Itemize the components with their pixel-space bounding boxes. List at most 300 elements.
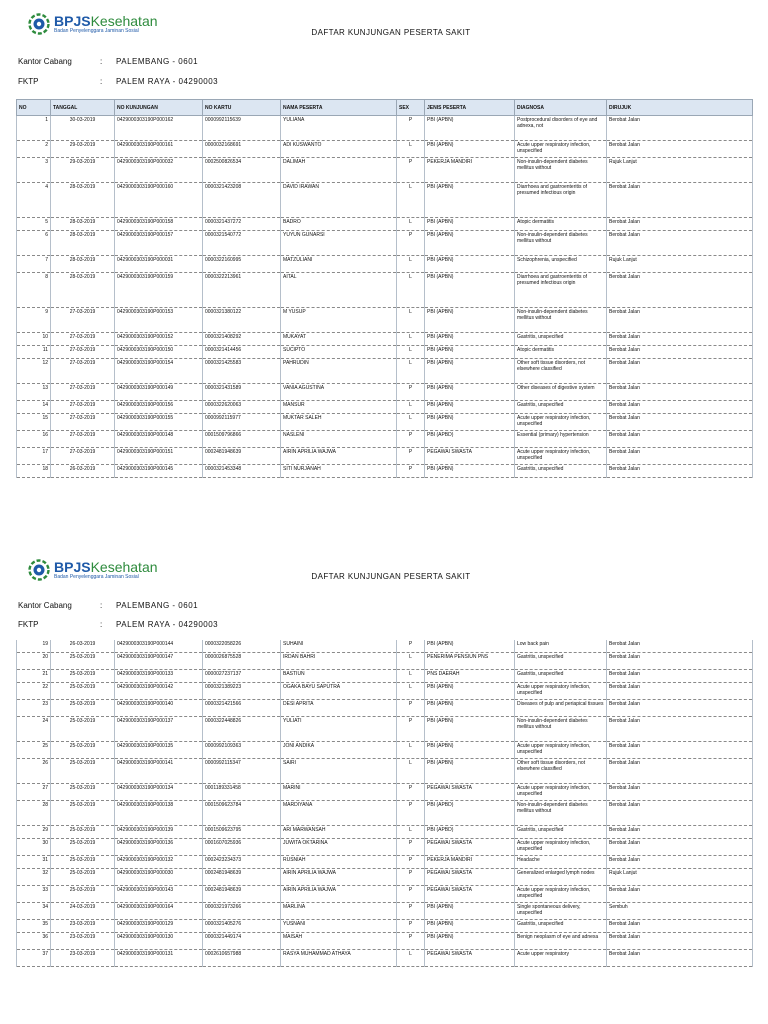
cell-tanggal: 25-03-2019: [51, 700, 115, 717]
cell-jenis-peserta: PBI (APBN): [425, 700, 515, 717]
fktp-value: PALEM RAYA - 04290003: [116, 77, 219, 86]
cell-nama-peserta: PAHRUDIN: [281, 359, 397, 384]
cell-sex: L: [397, 653, 425, 670]
cell-no: 16: [17, 431, 51, 448]
cell-no-kartu: 0000992115347: [203, 759, 281, 784]
cell-dirujuk: Berobat Jalan: [607, 886, 753, 903]
cell-jenis-peserta: PBI (APBN): [425, 683, 515, 700]
cell-sex: P: [397, 869, 425, 886]
cell-jenis-peserta: PBI (APBD): [425, 801, 515, 826]
cell-diagnosa: Acute upper respiratory infection, unspecified: [515, 742, 607, 759]
cell-diagnosa: Gastritis, unspecified: [515, 401, 607, 414]
cell-sex: P: [397, 801, 425, 826]
cell-sex: L: [397, 401, 425, 414]
cell-sex: L: [397, 826, 425, 839]
cell-diagnosa: Non-insulin-dependent diabetes mellitus without: [515, 308, 607, 333]
cell-no: 24: [17, 717, 51, 742]
cell-tanggal: 25-03-2019: [51, 886, 115, 903]
cell-no: 6: [17, 231, 51, 256]
cell-no: 13: [17, 384, 51, 401]
cell-no-kunjungan: 0429000303190P000164: [115, 903, 203, 920]
cell-tanggal: 27-03-2019: [51, 359, 115, 384]
cell-jenis-peserta: PBI (APBN): [425, 717, 515, 742]
cell-jenis-peserta: PEGAWAI SWASTA: [425, 784, 515, 801]
col-header-dirujuk: DIRUJUK: [607, 100, 753, 116]
cell-no-kartu: 0000026875528: [203, 653, 281, 670]
cell-no-kunjungan: 0429000303190P000160: [115, 183, 203, 218]
cell-no-kunjungan: 0429000303190P000143: [115, 886, 203, 903]
cell-diagnosa: Atopic dermatitis: [515, 218, 607, 231]
kantor-label: Kantor Cabang: [18, 57, 72, 66]
cell-no-kartu: 0000321437272: [203, 218, 281, 231]
cell-jenis-peserta: PBI (APBN): [425, 359, 515, 384]
cell-sex: L: [397, 759, 425, 784]
cell-no: 7: [17, 256, 51, 273]
cell-no: 9: [17, 308, 51, 333]
cell-sex: P: [397, 839, 425, 856]
kantor-row: [18, 601, 198, 610]
cell-tanggal: 23-03-2019: [51, 933, 115, 950]
cell-no: 32: [17, 869, 51, 886]
cell-no: 21: [17, 670, 51, 683]
cell-jenis-peserta: PEKERJA MANDIRI: [425, 856, 515, 869]
cell-no-kunjungan: 0429000303190P000154: [115, 359, 203, 384]
cell-sex: L: [397, 183, 425, 218]
cell-dirujuk: Sembuh: [607, 903, 753, 920]
table-row: [17, 231, 753, 256]
cell-dirujuk: Berobat Jalan: [607, 384, 753, 401]
cell-no-kunjungan: 0429000303190P000133: [115, 670, 203, 683]
cell-dirujuk: Berobat Jalan: [607, 933, 753, 950]
cell-no-kunjungan: 0429000303190P000153: [115, 308, 203, 333]
cell-no-kunjungan: 0429000303190P000135: [115, 742, 203, 759]
cell-no: 31: [17, 856, 51, 869]
cell-dirujuk: Berobat Jalan: [607, 231, 753, 256]
cell-no-kunjungan: 0429000303190P000137: [115, 717, 203, 742]
cell-diagnosa: Acute upper respiratory infection, unspecified: [515, 448, 607, 465]
cell-sex: P: [397, 856, 425, 869]
cell-diagnosa: Acute upper respiratory infection, unspecified: [515, 141, 607, 158]
cell-no: 14: [17, 401, 51, 414]
cell-nama-peserta: YUSNANI: [281, 920, 397, 933]
cell-diagnosa: Gastritis, unspecified: [515, 670, 607, 683]
cell-dirujuk: Berobat Jalan: [607, 431, 753, 448]
cell-sex: L: [397, 414, 425, 431]
fktp-label: FKTP: [18, 77, 39, 86]
cell-tanggal: 28-03-2019: [51, 256, 115, 273]
cell-no-kartu: 0000322620063: [203, 401, 281, 414]
cell-no: 30: [17, 839, 51, 856]
col-header-sex: SEX: [397, 100, 425, 116]
cell-tanggal: 25-03-2019: [51, 717, 115, 742]
cell-jenis-peserta: PBI (APBN): [425, 414, 515, 431]
cell-no-kunjungan: 0429000303190P000147: [115, 653, 203, 670]
cell-tanggal: 27-03-2019: [51, 431, 115, 448]
cell-diagnosa: Other soft tissue disorders, not elsewhere classified: [515, 759, 607, 784]
cell-dirujuk: Berobat Jalan: [607, 653, 753, 670]
cell-jenis-peserta: PBI (APBN): [425, 903, 515, 920]
cell-sex: L: [397, 950, 425, 967]
cell-dirujuk: Berobat Jalan: [607, 448, 753, 465]
table-row: [17, 384, 753, 401]
cell-nama-peserta: OGAKA BAYU SAPUTRA: [281, 683, 397, 700]
table-row: [17, 640, 753, 653]
cell-no: 36: [17, 933, 51, 950]
cell-jenis-peserta: PBI (APBD): [425, 431, 515, 448]
cell-sex: P: [397, 431, 425, 448]
cell-no-kartu: 0000321408292: [203, 333, 281, 346]
cell-diagnosa: Atopic dermatitis: [515, 346, 607, 359]
cell-jenis-peserta: PNS DAERAH: [425, 670, 515, 683]
cell-diagnosa: Schizophrenia, unspecified: [515, 256, 607, 273]
table-row: [17, 346, 753, 359]
cell-no: 10: [17, 333, 51, 346]
cell-jenis-peserta: PBI (APBN): [425, 183, 515, 218]
cell-sex: P: [397, 700, 425, 717]
cell-no-kartu: 0001509796866: [203, 431, 281, 448]
cell-diagnosa: Gastritis, unspecified: [515, 333, 607, 346]
cell-no-kartu: 0001509623784: [203, 801, 281, 826]
cell-no-kunjungan: 0429000303190P000138: [115, 801, 203, 826]
cell-diagnosa: Diseases of pulp and periapical tissues: [515, 700, 607, 717]
cell-no: 25: [17, 742, 51, 759]
cell-no-kunjungan: 0429000303190P000141: [115, 759, 203, 784]
cell-no-kunjungan: 0429000303190P000156: [115, 401, 203, 414]
cell-nama-peserta: MANSUR: [281, 401, 397, 414]
cell-sex: L: [397, 683, 425, 700]
cell-tanggal: 26-03-2019: [51, 640, 115, 653]
cell-jenis-peserta: PBI (APBN): [425, 465, 515, 478]
cell-no: 2: [17, 141, 51, 158]
cell-tanggal: 28-03-2019: [51, 231, 115, 256]
cell-dirujuk: Berobat Jalan: [607, 784, 753, 801]
table-row: [17, 933, 753, 950]
cell-no: 23: [17, 700, 51, 717]
table-row: [17, 700, 753, 717]
table-row: [17, 431, 753, 448]
cell-no-kartu: 0000992115639: [203, 116, 281, 141]
cell-tanggal: 25-03-2019: [51, 839, 115, 856]
cell-jenis-peserta: PBI (APBN): [425, 742, 515, 759]
cell-nama-peserta: MUKAYAT: [281, 333, 397, 346]
cell-jenis-peserta: PEGAWAI SWASTA: [425, 448, 515, 465]
cell-tanggal: 25-03-2019: [51, 742, 115, 759]
cell-tanggal: 24-03-2019: [51, 903, 115, 920]
cell-jenis-peserta: PBI (APBN): [425, 933, 515, 950]
cell-dirujuk: Berobat Jalan: [607, 640, 753, 653]
cell-no-kartu: 0000322160995: [203, 256, 281, 273]
cell-nama-peserta: MARLINA: [281, 903, 397, 920]
cell-dirujuk: Berobat Jalan: [607, 700, 753, 717]
cell-sex: L: [397, 346, 425, 359]
brand-name-bold: BPJS: [54, 13, 91, 29]
cell-sex: P: [397, 784, 425, 801]
cell-nama-peserta: SUHAINI: [281, 640, 397, 653]
cell-sex: L: [397, 742, 425, 759]
cell-diagnosa: Low back pain: [515, 640, 607, 653]
col-header-no-kunjungan: NO KUNJUNGAN: [115, 100, 203, 116]
table-row: [17, 670, 753, 683]
cell-jenis-peserta: PEGAWAI SWASTA: [425, 869, 515, 886]
cell-sex: P: [397, 465, 425, 478]
cell-nama-peserta: MARDIYANA: [281, 801, 397, 826]
cell-nama-peserta: YULIANA: [281, 116, 397, 141]
cell-no-kunjungan: 0429000303190P000142: [115, 683, 203, 700]
cell-tanggal: 25-03-2019: [51, 801, 115, 826]
cell-no-kunjungan: 0429000303190P000149: [115, 384, 203, 401]
cell-nama-peserta: YULIATI: [281, 717, 397, 742]
cell-sex: P: [397, 920, 425, 933]
cell-tanggal: 23-03-2019: [51, 950, 115, 967]
cell-nama-peserta: YUYUN GUNARSI: [281, 231, 397, 256]
cell-diagnosa: Diarrhoea and gastroenteritis of presumed infectious origin: [515, 183, 607, 218]
cell-no-kartu: 0000027237137: [203, 670, 281, 683]
table-row: [17, 856, 753, 869]
cell-tanggal: 27-03-2019: [51, 333, 115, 346]
cell-no: 29: [17, 826, 51, 839]
cell-no-kartu: 0002500826534: [203, 158, 281, 183]
cell-tanggal: 25-03-2019: [51, 653, 115, 670]
cell-no: 12: [17, 359, 51, 384]
cell-dirujuk: Berobat Jalan: [607, 141, 753, 158]
cell-no-kunjungan: 0429000303190P000162: [115, 116, 203, 141]
cell-tanggal: 27-03-2019: [51, 448, 115, 465]
cell-no: 5: [17, 218, 51, 231]
kantor-sep: :: [100, 601, 103, 610]
cell-no-kunjungan: 0429000303190P000144: [115, 640, 203, 653]
cell-no: 11: [17, 346, 51, 359]
table-body-page-1: [17, 116, 753, 478]
cell-sex: L: [397, 333, 425, 346]
cell-no-kartu: 0000322058226: [203, 640, 281, 653]
cell-dirujuk: Berobat Jalan: [607, 839, 753, 856]
col-header-tanggal: TANGGAL: [51, 100, 115, 116]
cell-no-kunjungan: 0429000303190P000155: [115, 414, 203, 431]
cell-no-kunjungan: 0429000303190P000150: [115, 346, 203, 359]
col-header-no: NO: [17, 100, 51, 116]
cell-no-kunjungan: 0429000303190P000140: [115, 700, 203, 717]
cell-sex: L: [397, 359, 425, 384]
cell-no-kartu: 0001607025936: [203, 839, 281, 856]
kantor-value: PALEMBANG - 0601: [116, 601, 199, 610]
table-row: [17, 801, 753, 826]
cell-no-kunjungan: 0429000303190P000145: [115, 465, 203, 478]
cell-tanggal: 25-03-2019: [51, 784, 115, 801]
cell-diagnosa: Non-insulin-dependent diabetes mellitus without: [515, 158, 607, 183]
cell-jenis-peserta: PEGAWAI SWASTA: [425, 950, 515, 967]
cell-tanggal: 30-03-2019: [51, 116, 115, 141]
table-row: [17, 333, 753, 346]
kantor-sep: :: [100, 57, 103, 66]
cell-jenis-peserta: PBI (APBN): [425, 920, 515, 933]
table-row: [17, 683, 753, 700]
cell-no: 26: [17, 759, 51, 784]
cell-sex: L: [397, 273, 425, 308]
cell-dirujuk: Berobat Jalan: [607, 950, 753, 967]
cell-jenis-peserta: PBI (APBN): [425, 273, 515, 308]
cell-nama-peserta: ARI MARWANSAH: [281, 826, 397, 839]
table-row: [17, 920, 753, 933]
table-row: [17, 784, 753, 801]
cell-jenis-peserta: PBI (APBD): [425, 826, 515, 839]
cell-jenis-peserta: PBI (APBN): [425, 384, 515, 401]
cell-no-kunjungan: 0429000303190P000161: [115, 141, 203, 158]
cell-dirujuk: Berobat Jalan: [607, 333, 753, 346]
cell-nama-peserta: RUSNIAH: [281, 856, 397, 869]
cell-nama-peserta: BASTIUN: [281, 670, 397, 683]
cell-jenis-peserta: PBI (APBN): [425, 759, 515, 784]
cell-no: 17: [17, 448, 51, 465]
cell-no: 28: [17, 801, 51, 826]
cell-jenis-peserta: PBI (APBN): [425, 141, 515, 158]
table-row: [17, 839, 753, 856]
kantor-value: PALEMBANG - 0601: [116, 57, 199, 66]
cell-dirujuk: Berobat Jalan: [607, 273, 753, 308]
cell-nama-peserta: DAVID IRAWAN: [281, 183, 397, 218]
cell-dirujuk: Berobat Jalan: [607, 308, 753, 333]
cell-nama-peserta: RASYA MUHAMMAD ATHAYA: [281, 950, 397, 967]
cell-dirujuk: Berobat Jalan: [607, 759, 753, 784]
cell-no: 3: [17, 158, 51, 183]
cell-dirujuk: Rujuk Lanjut: [607, 256, 753, 273]
cell-dirujuk: Berobat Jalan: [607, 183, 753, 218]
cell-nama-peserta: MAISAH: [281, 933, 397, 950]
cell-diagnosa: Acute upper respiratory infection, unspecified: [515, 414, 607, 431]
cell-nama-peserta: DESI APRITA: [281, 700, 397, 717]
cell-diagnosa: Diarrhoea and gastroenteritis of presumed infectious origin: [515, 273, 607, 308]
cell-diagnosa: Non-insulin-dependent diabetes mellitus without: [515, 231, 607, 256]
cell-no-kartu: 0000032168691: [203, 141, 281, 158]
cell-no-kunjungan: 0429000303190P000159: [115, 273, 203, 308]
cell-no-kunjungan: 0429000303190P000031: [115, 256, 203, 273]
cell-no-kunjungan: 0429000303190P000032: [115, 158, 203, 183]
cell-no-kunjungan: 0429000303190P000139: [115, 826, 203, 839]
table-row: [17, 886, 753, 903]
table-row: [17, 359, 753, 384]
cell-no-kartu: 0000321423208: [203, 183, 281, 218]
cell-sex: L: [397, 308, 425, 333]
cell-nama-peserta: AITAL: [281, 273, 397, 308]
cell-nama-peserta: AIRIN APRILIA WAJWA: [281, 869, 397, 886]
cell-sex: P: [397, 448, 425, 465]
cell-diagnosa: Non-insulin-dependent diabetes mellitus without: [515, 717, 607, 742]
table-row: [17, 401, 753, 414]
cell-dirujuk: Berobat Jalan: [607, 401, 753, 414]
report-title: DAFTAR KUNJUNGAN PESERTA SAKIT: [311, 572, 471, 581]
cell-no-kartu: 0001189331458: [203, 784, 281, 801]
cell-dirujuk: Berobat Jalan: [607, 683, 753, 700]
cell-sex: P: [397, 231, 425, 256]
cell-dirujuk: Berobat Jalan: [607, 742, 753, 759]
cell-jenis-peserta: PBI (APBN): [425, 308, 515, 333]
cell-no: 19: [17, 640, 51, 653]
cell-no-kunjungan: 0429000303190P000157: [115, 231, 203, 256]
cell-tanggal: 28-03-2019: [51, 183, 115, 218]
cell-no-kunjungan: 0429000303190P000134: [115, 784, 203, 801]
cell-no-kartu: 0000322213961: [203, 273, 281, 308]
cell-tanggal: 26-03-2019: [51, 465, 115, 478]
cell-sex: P: [397, 384, 425, 401]
cell-diagnosa: Generalized enlarged lymph nodes: [515, 869, 607, 886]
brand-tagline: Badan Penyelenggara Jaminan Sosial: [54, 28, 139, 34]
table-row: [17, 116, 753, 141]
table-row: [17, 448, 753, 465]
cell-sex: P: [397, 717, 425, 742]
cell-dirujuk: Berobat Jalan: [607, 717, 753, 742]
cell-diagnosa: Gastritis, unspecified: [515, 920, 607, 933]
cell-nama-peserta: ADI KUSWANTO: [281, 141, 397, 158]
table-row: [17, 903, 753, 920]
cell-diagnosa: Acute upper respiratory: [515, 950, 607, 967]
cell-tanggal: 29-03-2019: [51, 158, 115, 183]
cell-tanggal: 27-03-2019: [51, 346, 115, 359]
col-header-no-kartu: NO KARTU: [203, 100, 281, 116]
cell-nama-peserta: MATZULIANI: [281, 256, 397, 273]
table-row: [17, 950, 753, 967]
cell-jenis-peserta: PBI (APBN): [425, 640, 515, 653]
cell-tanggal: 29-03-2019: [51, 141, 115, 158]
cell-no-kunjungan: 0429000303190P000130: [115, 933, 203, 950]
cell-no: 1: [17, 116, 51, 141]
kantor-label: Kantor Cabang: [18, 601, 72, 610]
cell-jenis-peserta: PEKERJA MANDIRI: [425, 158, 515, 183]
cell-diagnosa: Other soft tissue disorders, not elsewhere classified: [515, 359, 607, 384]
kantor-row: [18, 57, 198, 66]
cell-dirujuk: Berobat Jalan: [607, 359, 753, 384]
cell-diagnosa: Other diseases of digestive system: [515, 384, 607, 401]
cell-no: 20: [17, 653, 51, 670]
visits-table-page-1: [16, 99, 753, 478]
cell-no-kartu: 0000321449174: [203, 933, 281, 950]
cell-sex: P: [397, 933, 425, 950]
report-page-2: [0, 548, 768, 1024]
cell-jenis-peserta: PBI (APBN): [425, 231, 515, 256]
cell-no: 8: [17, 273, 51, 308]
cell-diagnosa: Gastritis, unspecified: [515, 826, 607, 839]
cell-no-kunjungan: 0429000303190P000129: [115, 920, 203, 933]
cell-no-kartu: 0000322448826: [203, 717, 281, 742]
brand-tagline: Badan Penyelenggara Jaminan Sosial: [54, 574, 139, 580]
cell-nama-peserta: BADRO: [281, 218, 397, 231]
cell-nama-peserta: JONI ANDIKA: [281, 742, 397, 759]
cell-sex: L: [397, 670, 425, 683]
fktp-sep: :: [100, 77, 103, 86]
cell-diagnosa: Gastritis, unspecified: [515, 653, 607, 670]
cell-nama-peserta: SITI NURJANAH: [281, 465, 397, 478]
cell-jenis-peserta: PBI (APBN): [425, 333, 515, 346]
cell-nama-peserta: MARINI: [281, 784, 397, 801]
table-row: [17, 826, 753, 839]
cell-jenis-peserta: PBI (APBN): [425, 256, 515, 273]
report-title: DAFTAR KUNJUNGAN PESERTA SAKIT: [311, 28, 471, 37]
cell-no-kartu: 0002610657988: [203, 950, 281, 967]
fktp-row: [18, 620, 218, 629]
cell-no: 4: [17, 183, 51, 218]
cell-sex: L: [397, 141, 425, 158]
cell-diagnosa: Acute upper respiratory infection, unspecified: [515, 886, 607, 903]
table-row: [17, 141, 753, 158]
cell-dirujuk: Berobat Jalan: [607, 465, 753, 478]
cell-dirujuk: Berobat Jalan: [607, 856, 753, 869]
cell-dirujuk: Berobat Jalan: [607, 218, 753, 231]
cell-diagnosa: Headache: [515, 856, 607, 869]
fktp-value: PALEM RAYA - 04290003: [116, 620, 219, 629]
cell-nama-peserta: DALIMAH: [281, 158, 397, 183]
cell-tanggal: 25-03-2019: [51, 826, 115, 839]
cell-no-kunjungan: 0429000303190P000132: [115, 856, 203, 869]
cell-dirujuk: Rujuk Lanjut: [607, 158, 753, 183]
table-row: [17, 158, 753, 183]
